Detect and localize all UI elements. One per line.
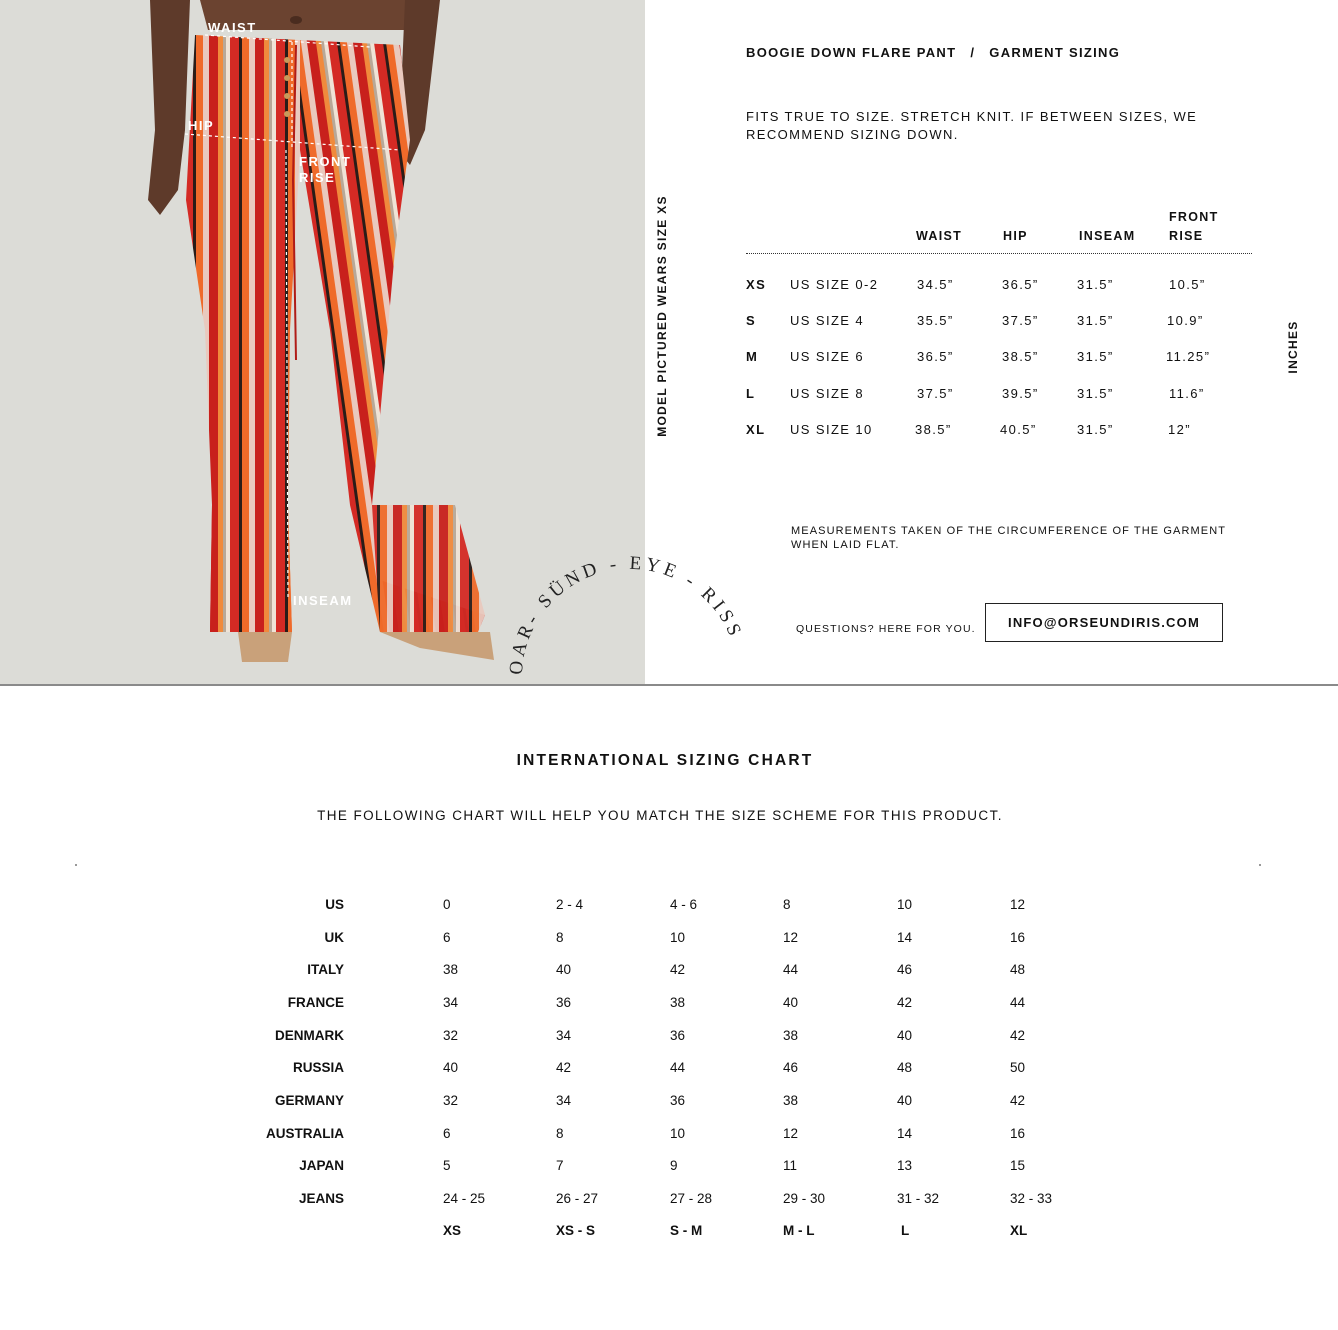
row-label: JAPAN xyxy=(299,1158,344,1173)
row-label: JEANS xyxy=(298,1191,344,1206)
table-cell: 9 xyxy=(670,1158,678,1173)
table-cell: 14 xyxy=(897,930,913,945)
table-cell: 44 xyxy=(1010,995,1026,1010)
waist-cell: 36.5” xyxy=(917,349,954,364)
brand-pronunciation-arc xyxy=(500,552,760,687)
row-label: FRANCE xyxy=(287,995,344,1010)
table-cell: 12 xyxy=(783,930,799,945)
table-cell: 24 - 25 xyxy=(443,1191,486,1206)
row-label: DENMARK xyxy=(275,1028,344,1043)
table-cell: 5 xyxy=(443,1158,451,1173)
us-size-cell: US SIZE 0-2 xyxy=(790,277,879,292)
size-cell: L xyxy=(746,386,756,401)
table-cell: 38 xyxy=(670,995,686,1010)
table-cell: 12 xyxy=(783,1126,799,1141)
us-size-cell: US SIZE 8 xyxy=(790,386,865,401)
us-size-cell: US SIZE 6 xyxy=(790,349,865,364)
table-row xyxy=(0,897,1338,917)
international-chart-title: INTERNATIONAL SIZING CHART xyxy=(516,752,814,769)
table-cell: XL xyxy=(1010,1223,1028,1238)
table-cell: 26 - 27 xyxy=(556,1191,599,1206)
international-chart-subtitle: THE FOLLOWING CHART WILL HELP YOU MATCH THE SIZE SCHEME FOR THIS PRODUCT. xyxy=(317,808,1003,823)
size-cell: XS xyxy=(746,277,767,292)
table-cell: 7 xyxy=(556,1158,564,1173)
table-row xyxy=(0,1158,1338,1178)
size-cell: S xyxy=(746,313,757,328)
col-header-inseam: INSEAM xyxy=(1079,229,1136,243)
table-cell: 10 xyxy=(897,897,913,912)
measurement-note: MEASUREMENTS TAKEN OF THE CIRCUMFERENCE OF THE GARMENT WHEN LAID FLAT. xyxy=(791,525,1226,551)
table-cell: 8 xyxy=(556,930,564,945)
us-size-cell: US SIZE 10 xyxy=(790,422,873,437)
table-cell: 42 xyxy=(1010,1093,1026,1108)
table-row xyxy=(0,1060,1338,1080)
hip-cell: 37.5” xyxy=(1002,313,1039,328)
table-cell: 50 xyxy=(1010,1060,1026,1075)
table-row xyxy=(0,1191,1338,1211)
table-row xyxy=(0,1223,1338,1243)
rise-cell: 11.6” xyxy=(1169,386,1205,401)
inseam-label: INSEAM xyxy=(293,593,353,608)
table-cell: 38 xyxy=(443,962,459,977)
row-label: GERMANY xyxy=(274,1093,344,1108)
table-cell: 40 xyxy=(783,995,799,1010)
table-cell: 10 xyxy=(670,930,686,945)
table-cell: 11 xyxy=(783,1158,798,1173)
table-cell: 42 xyxy=(1010,1028,1026,1043)
col-header-hip: HIP xyxy=(1003,229,1028,243)
inseam-cell: 31.5” xyxy=(1077,277,1114,292)
col-header-front-rise-line2: RISE xyxy=(1169,229,1204,243)
waist-cell: 37.5” xyxy=(917,386,954,401)
table-cell: 12 xyxy=(1010,897,1026,912)
hip-cell: 39.5” xyxy=(1002,386,1039,401)
waist-cell: 35.5” xyxy=(917,313,954,328)
contact-email-button[interactable]: INFO@ORSEUNDIRIS.COM xyxy=(985,603,1223,642)
table-row xyxy=(0,930,1338,950)
table-cell: 42 xyxy=(897,995,913,1010)
table-cell: 0 xyxy=(443,897,451,912)
table-row xyxy=(0,995,1338,1015)
table-cell: 6 xyxy=(443,1126,451,1141)
rise-cell: 11.25” xyxy=(1166,349,1211,364)
table-cell: 2 - 4 xyxy=(556,897,584,912)
table-cell: 13 xyxy=(897,1158,913,1173)
hip-cell: 40.5” xyxy=(1000,422,1037,437)
table-cell: 48 xyxy=(897,1060,913,1075)
product-name: BOOGIE DOWN FLARE PANT xyxy=(746,45,957,60)
table-cell: 48 xyxy=(1010,962,1026,977)
table-cell: 8 xyxy=(783,897,791,912)
col-header-front-rise xyxy=(1169,208,1219,246)
table-cell: 8 xyxy=(556,1126,564,1141)
rise-cell: 10.5” xyxy=(1169,277,1206,292)
table-cell: 36 xyxy=(556,995,572,1010)
inseam-cell: 31.5” xyxy=(1077,422,1114,437)
inseam-cell: 31.5” xyxy=(1077,349,1114,364)
waist-label: WAIST xyxy=(208,20,257,35)
table-cell: 40 xyxy=(443,1060,459,1075)
table-cell: 14 xyxy=(897,1126,913,1141)
table-cell: 38 xyxy=(783,1093,799,1108)
size-cell: M xyxy=(746,349,759,364)
table-cell: 46 xyxy=(783,1060,799,1075)
section-name: GARMENT SIZING xyxy=(989,45,1121,60)
decor-dot-right xyxy=(1259,864,1261,866)
hip-cell: 38.5” xyxy=(1002,349,1039,364)
size-cell: XL xyxy=(746,422,766,437)
page-title xyxy=(746,45,1120,60)
table-cell: 10 xyxy=(670,1126,686,1141)
title-separator: / xyxy=(970,45,976,60)
table-cell: 32 xyxy=(443,1093,459,1108)
row-label: UK xyxy=(324,930,344,945)
table-header-divider xyxy=(746,253,1252,254)
svg-text:OAR- SÜND - EYE - RISS xyxy=(506,553,747,676)
table-cell: 42 xyxy=(670,962,686,977)
table-cell: 36 xyxy=(670,1028,686,1043)
table-cell: S - M xyxy=(670,1223,703,1238)
front-rise-label xyxy=(299,154,351,186)
table-cell: 44 xyxy=(783,962,799,977)
table-cell: 40 xyxy=(556,962,572,977)
table-cell: 46 xyxy=(897,962,913,977)
table-cell: 32 - 33 xyxy=(1010,1191,1053,1206)
hip-label: HIP xyxy=(188,118,215,133)
units-label: INCHES xyxy=(1286,320,1300,374)
front-rise-label-line2: RISE xyxy=(299,170,336,185)
table-cell: 32 xyxy=(443,1028,459,1043)
table-cell: XS xyxy=(443,1223,462,1238)
inseam-cell: 31.5” xyxy=(1077,386,1114,401)
table-cell: 34 xyxy=(556,1093,572,1108)
section-divider xyxy=(0,684,1338,686)
col-header-front-rise-line1: FRONT xyxy=(1169,210,1219,224)
table-cell: 34 xyxy=(443,995,459,1010)
row-label: AUSTRALIA xyxy=(266,1126,344,1141)
table-cell: 36 xyxy=(670,1093,686,1108)
decor-dot-left xyxy=(75,864,77,866)
table-cell: 29 - 30 xyxy=(783,1191,826,1206)
table-cell: 16 xyxy=(1010,1126,1026,1141)
brand-pronunciation-text: OAR- SÜND - EYE - RISS xyxy=(505,552,747,676)
table-row xyxy=(0,962,1338,982)
table-cell: M - L xyxy=(783,1223,815,1238)
table-cell: 40 xyxy=(897,1028,913,1043)
hip-cell: 36.5” xyxy=(1002,277,1039,292)
fit-note: FITS TRUE TO SIZE. STRETCH KNIT. IF BETWEEN SIZES, WE RECOMMEND SIZING DOWN. xyxy=(746,109,1198,142)
front-rise-label-line1: FRONT xyxy=(299,154,352,169)
table-cell: 4 - 6 xyxy=(670,897,698,912)
table-cell: XS - S xyxy=(556,1223,596,1238)
table-cell: 34 xyxy=(556,1028,572,1043)
table-cell: 27 - 28 xyxy=(670,1191,713,1206)
table-cell: 15 xyxy=(1010,1158,1026,1173)
col-header-waist: WAIST xyxy=(916,229,963,243)
questions-text: QUESTIONS? HERE FOR YOU. xyxy=(796,623,976,635)
us-size-cell: US SIZE 4 xyxy=(790,313,865,328)
table-row xyxy=(0,1093,1338,1113)
table-cell: 38 xyxy=(783,1028,799,1043)
rise-cell: 12” xyxy=(1168,422,1191,437)
table-cell: 40 xyxy=(897,1093,913,1108)
table-cell: L xyxy=(901,1223,910,1238)
rise-cell: 10.9” xyxy=(1167,313,1204,328)
table-cell: 6 xyxy=(443,930,451,945)
table-cell: 42 xyxy=(556,1060,572,1075)
table-row xyxy=(0,1028,1338,1048)
table-cell: 44 xyxy=(670,1060,686,1075)
row-label: RUSSIA xyxy=(292,1060,344,1075)
waist-cell: 34.5” xyxy=(917,277,954,292)
table-cell: 16 xyxy=(1010,930,1026,945)
table-row xyxy=(0,1126,1338,1146)
inseam-cell: 31.5” xyxy=(1077,313,1114,328)
row-label: US xyxy=(325,897,344,912)
model-size-note: MODEL PICTURED WEARS SIZE XS xyxy=(655,195,669,437)
table-cell: 31 - 32 xyxy=(897,1191,940,1206)
row-label: ITALY xyxy=(307,962,344,977)
waist-cell: 38.5” xyxy=(915,422,952,437)
